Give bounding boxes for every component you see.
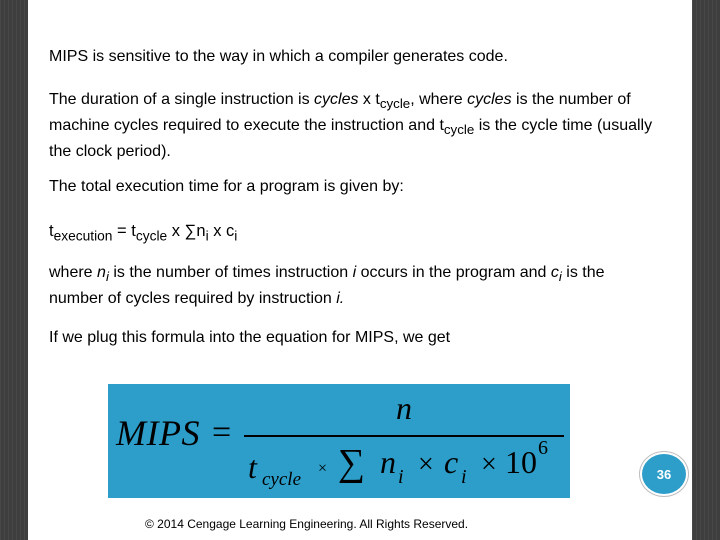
execution-time-formula: $t_{execution} = t_{cycle}$ x $\sum n_i$ x $c_i$ xyxy=(49,222,238,244)
mips-formula-times-1: × xyxy=(318,460,328,477)
mips-formula-box xyxy=(108,384,570,498)
mips-formula-n: n xyxy=(380,444,396,480)
mips-formula-t: t xyxy=(248,449,257,485)
mips-formula-t-subscript: cycle xyxy=(262,469,302,490)
mips-formula-times-2: × xyxy=(418,449,434,480)
mips-formula-times-3: × xyxy=(481,449,497,480)
mips-formula-numerator: n xyxy=(396,390,412,426)
slide-line-mips-sensitive: MIPS is sensitive to the way in which a compiler generates code. xyxy=(49,48,508,65)
mips-formula-lhs: MIPS xyxy=(116,413,200,453)
mips-formula-sum: ∑ xyxy=(338,442,366,484)
copyright-notice: © 2014 Cengage Learning Engineering. All Rights Reserved. xyxy=(145,517,469,531)
mips-formula-c-subscript: i xyxy=(461,466,467,488)
mips-formula-exponent: 6 xyxy=(538,437,548,459)
mips-formula-n-subscript: i xyxy=(398,466,404,488)
slide-paragraph-where-ni: where $n_i$ is the number of times instruction i occurs in the program and $c_i$ is the number of cycles required by instruction i. xyxy=(49,264,605,308)
slide-line-total-execution: The total execution time for a program is given by: xyxy=(49,178,404,195)
slide-paragraph-instruction-duration: The duration of a single instruction is cycles x $t_{cycle}$, where cycles is the number of machine cycles required to execute the instruction and $t_{cycle}$ is the cycle time (usually the clock period). xyxy=(49,91,653,161)
mips-formula-ten: 10 xyxy=(505,444,537,480)
slide-line-plug-formula: If we plug this formula into the equation for MIPS, we get xyxy=(49,329,451,346)
mips-formula-equals: = xyxy=(212,414,232,451)
mips-formula-fraction-bar xyxy=(244,435,564,437)
mips-formula-c: c xyxy=(444,444,459,480)
page-number-badge: 36 xyxy=(640,452,688,496)
